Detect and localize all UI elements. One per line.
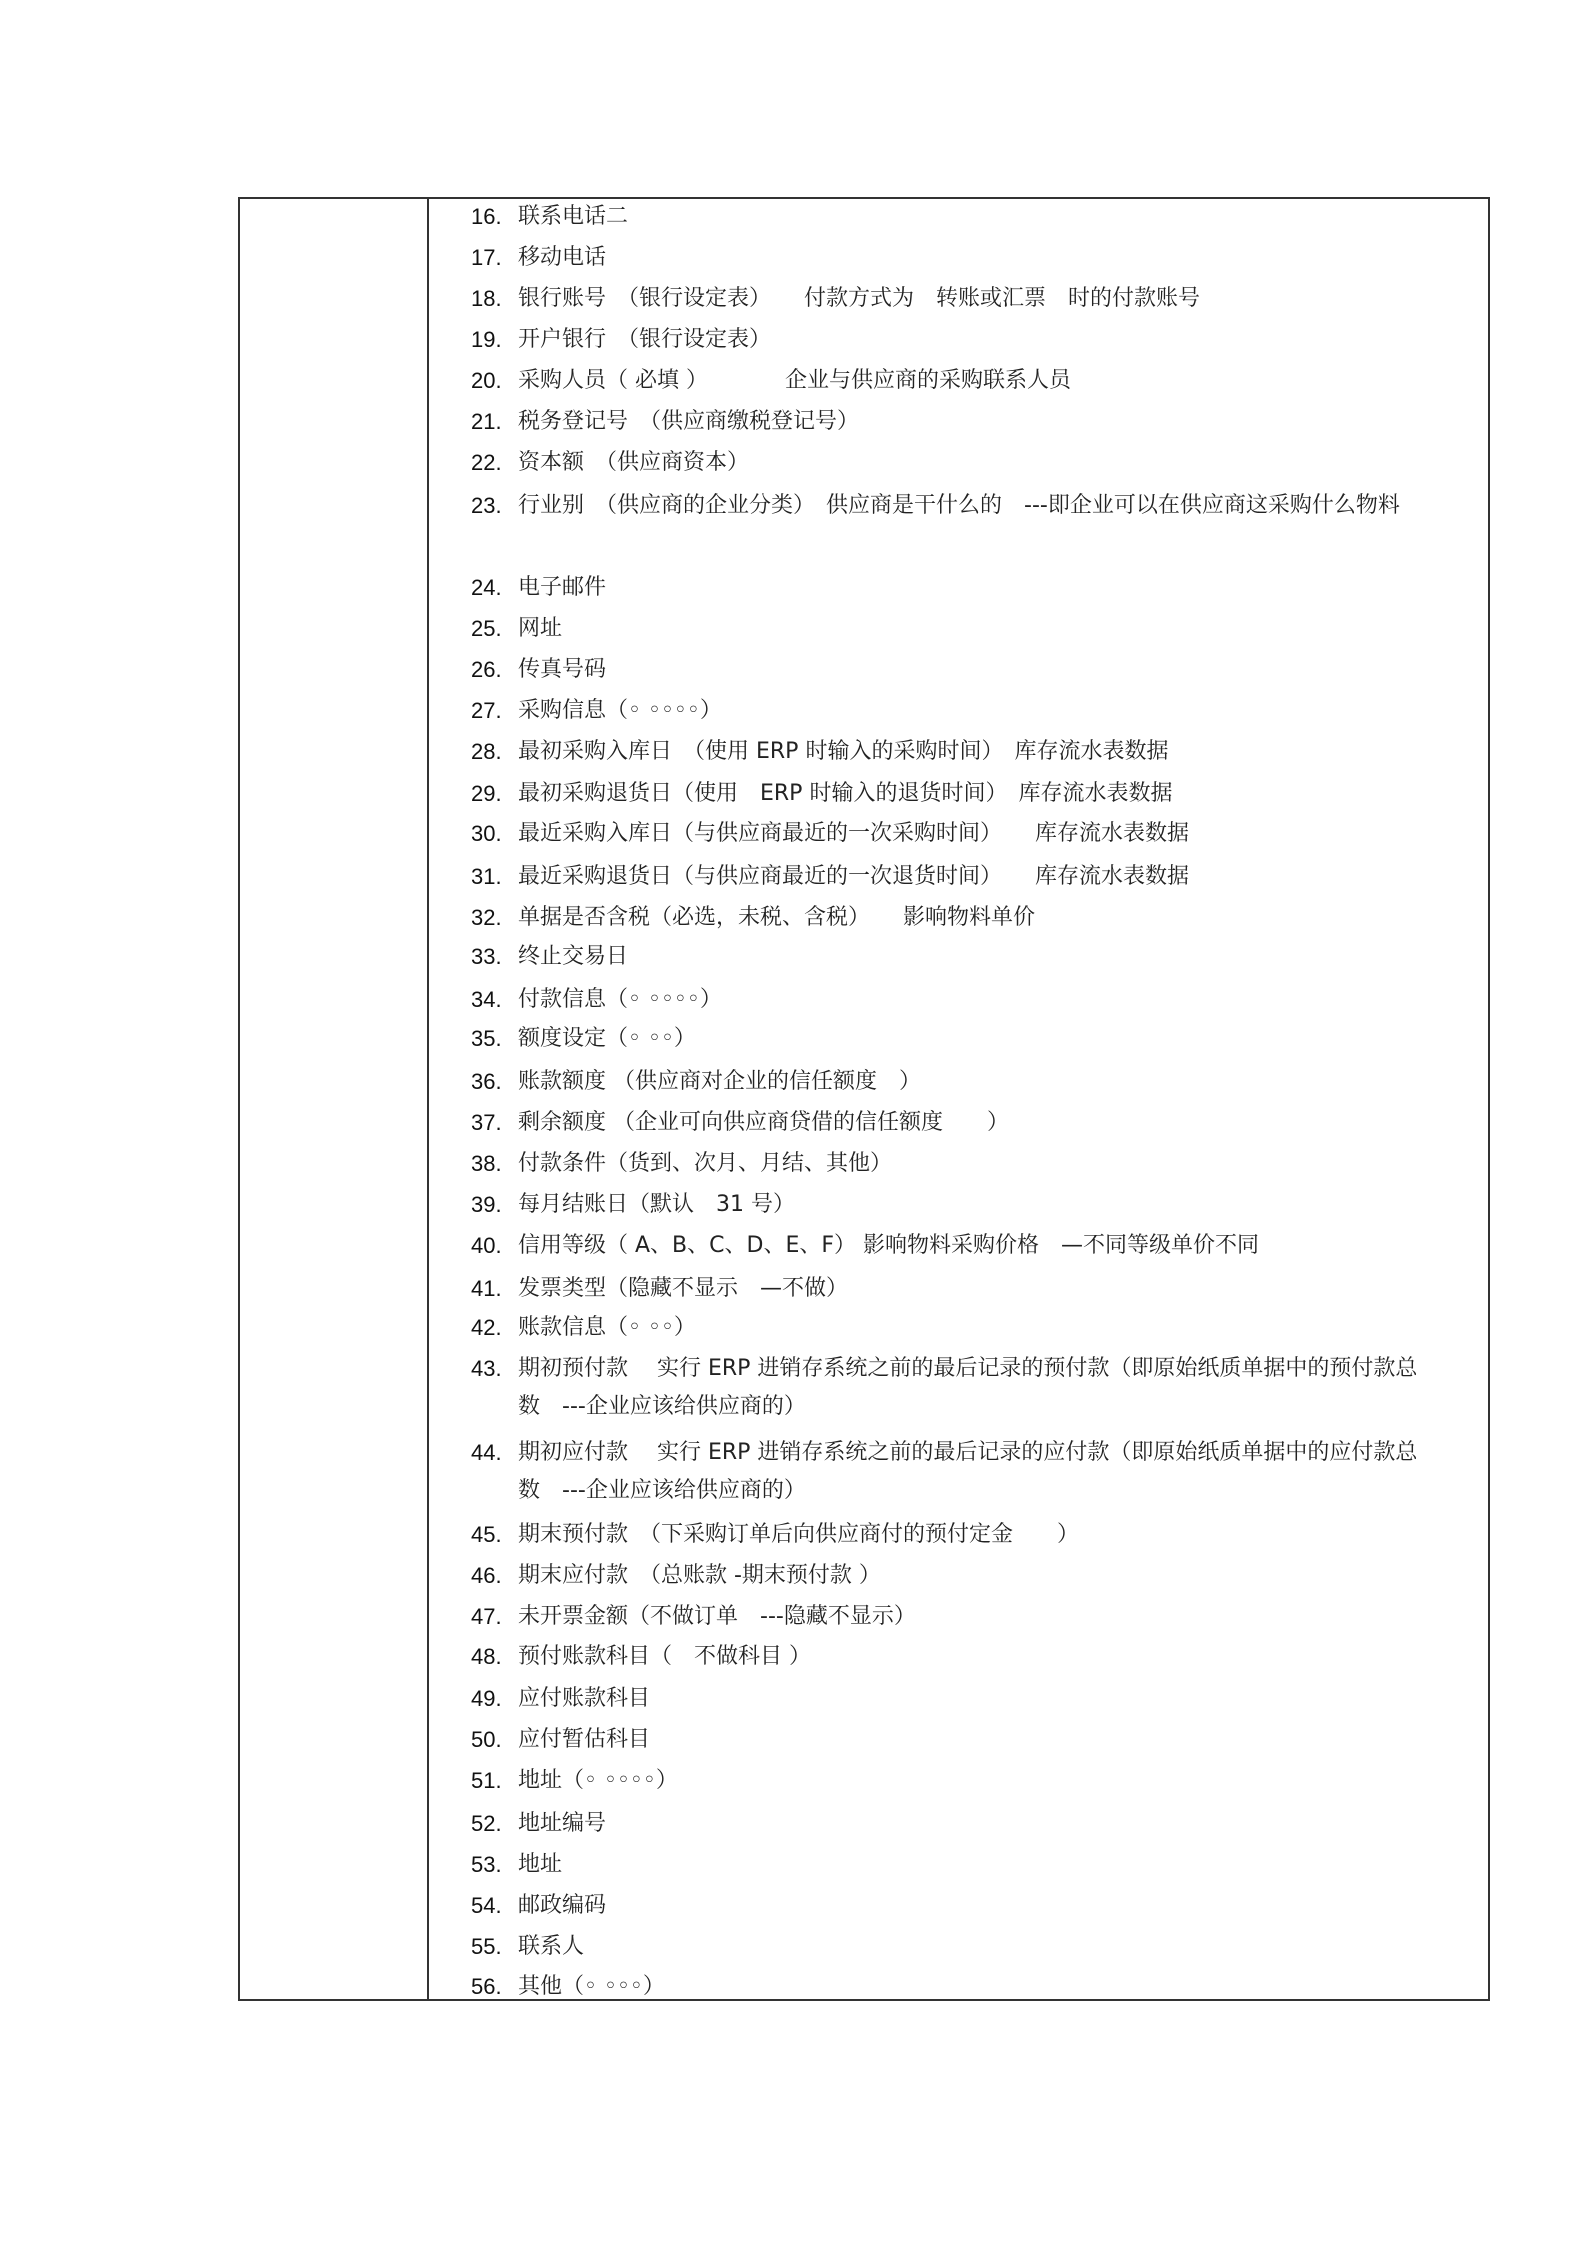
item-number: 33. [471,944,502,970]
item-number: 32. [471,904,502,930]
list-item [471,651,1451,689]
item-text: 信用等级（ A、B、C、D、E、F） 影响物料采购价格 —不同等级单价不同 [518,1233,1259,1259]
item-text: 账款额度 （供应商对企业的信任额度 ） [518,1068,921,1094]
item-number: 47. [471,1604,502,1630]
list-item [471,1598,1451,1636]
item-number: 42. [471,1315,502,1341]
item-number: 54. [471,1892,502,1918]
item-text: 网址 [518,615,563,641]
item-text: 银行账号 （银行设定表） 付款方式为 转账或汇票 时的付款账号 [518,285,1201,311]
item-text: 电子邮件 [518,574,607,600]
item-number: 48. [471,1643,502,1669]
item-number: 24. [471,574,502,600]
column-divider [427,197,429,2001]
list-item [471,1846,1451,1884]
list-item [471,321,1451,359]
list-item [471,1350,1451,1426]
list-item [471,403,1451,441]
item-text: 每月结账日（默认 31 号） [518,1192,795,1218]
item-number: 22. [471,450,502,476]
item-text: 剩余额度 （企业可向供应商贷借的信任额度 ） [518,1109,1009,1135]
item-number: 23. [471,492,502,518]
list-item [471,198,1451,236]
item-text: 传真号码 [518,656,607,682]
item-text: 采购人员（ 必填 ） 企业与供应商的采购联系人员 [518,367,1071,393]
list-item [471,775,1451,813]
list-item [471,858,1451,896]
item-text: 移动电话 [518,244,607,270]
list-item [471,1680,1451,1718]
item-number: 28. [471,738,502,764]
item-text: 采购信息（◦ ◦◦◦◦） [518,697,722,723]
item-text: 应付暂估科目 [518,1727,651,1753]
item-number: 25. [471,615,502,641]
list-item [471,815,1451,853]
item-number: 53. [471,1851,502,1877]
item-text: 税务登记号 （供应商缴税登记号） [518,408,860,434]
list-item [471,569,1451,607]
item-number: 34. [471,986,502,1012]
item-number: 26. [471,656,502,682]
list-item [471,1516,1451,1554]
item-number: 44. [471,1439,502,1465]
item-text: 最初采购退货日（使用 ERP 时输入的退货时间） 库存流水表数据 [518,781,1173,807]
item-text: 预付账款科目（ 不做科目 ） [518,1643,811,1669]
item-text: 期初预付款 实行 ERP 进销存系统之前的最后记录的预付款（即原始纸质单据中的预付款总数 ---企业应该给供应商的） [518,1356,1418,1420]
item-number: 35. [471,1026,502,1052]
item-text: 资本额 （供应商资本） [518,450,750,476]
item-text: 最近采购入库日（与供应商最近的一次采购时间） 库存流水表数据 [518,821,1190,847]
item-number: 21. [471,408,502,434]
item-number: 38. [471,1150,502,1176]
list-item [471,1762,1451,1800]
item-number: 55. [471,1934,502,1959]
list-item [471,1805,1451,1843]
item-number: 37. [471,1109,502,1135]
list-item [471,733,1451,771]
list-item [471,899,1451,937]
list-item [471,1928,1451,1966]
item-number: 19. [471,326,502,352]
item-text: 终止交易日 [518,944,629,970]
item-number: 49. [471,1686,502,1712]
item-number: 27. [471,697,502,723]
item-text: 开户银行 （银行设定表） [518,326,772,352]
list-item [471,1887,1451,1925]
list-item [471,610,1451,648]
list-item [471,280,1451,318]
list-item [471,1968,1451,2006]
item-number: 56. [471,1973,502,1999]
item-text: 地址（◦ ◦◦◦◦） [518,1768,678,1794]
list-item [471,692,1451,730]
item-text: 地址编号 [518,1810,607,1836]
item-number: 45. [471,1521,502,1547]
item-text: 其他（◦ ◦◦◦） [518,1973,665,1999]
item-text: 付款信息（◦ ◦◦◦◦） [518,986,722,1012]
item-number: 46. [471,1563,502,1588]
item-number: 43. [471,1356,502,1382]
item-text: 联系人 [518,1934,585,1959]
item-text: 邮政编码 [518,1892,607,1918]
list-item [471,1309,1451,1347]
item-number: 30. [471,821,502,847]
item-number: 31. [471,863,502,889]
item-text: 最初采购入库日 （使用 ERP 时输入的采购时间） 库存流水表数据 [518,738,1169,764]
list-item [471,1063,1451,1101]
list-item [471,1434,1451,1510]
item-number: 51. [471,1768,502,1794]
item-text: 额度设定（◦ ◦◦） [518,1026,696,1052]
item-number: 17. [471,244,502,270]
item-text: 期初应付款 实行 ERP 进销存系统之前的最后记录的应付款（即原始纸质单据中的应付款总数 ---企业应该给供应商的） [518,1439,1418,1503]
item-number: 20. [471,367,502,393]
list-item [471,1186,1451,1224]
list-item [471,1145,1451,1183]
item-text: 行业别 （供应商的企业分类） 供应商是干什么的 ---即企业可以在供应商这采购什么物料 [518,492,1400,518]
list-item [471,938,1451,976]
item-number: 41. [471,1275,502,1301]
item-number: 50. [471,1727,502,1753]
item-number: 40. [471,1233,502,1259]
item-number: 18. [471,285,502,311]
list-item [471,1227,1451,1265]
item-text: 未开票金额（不做订单 ---隐藏不显示） [518,1604,916,1630]
list-item [471,444,1451,482]
item-text: 发票类型（隐藏不显示 —不做） [518,1275,849,1301]
item-number: 29. [471,781,502,807]
item-text: 账款信息（◦ ◦◦） [518,1315,696,1341]
item-text: 期末预付款 （下采购订单后向供应商付的预付定金 ） [518,1521,1080,1547]
list-item [471,1721,1451,1759]
item-number: 39. [471,1192,502,1218]
item-text: 联系电话二 [518,203,629,229]
list-item [471,1104,1451,1142]
item-text: 期末应付款 （总账款 -期末预付款 ） [518,1563,881,1588]
item-text: 付款条件（货到、次月、月结、其他） [518,1150,893,1176]
list-item [471,1557,1451,1595]
item-number: 16. [471,203,502,229]
item-number: 52. [471,1810,502,1836]
item-text: 单据是否含税（必选，未税、含税） 影响物料单价 [518,904,1036,930]
list-item [471,1270,1451,1308]
item-text: 应付账款科目 [518,1686,651,1712]
list-item [471,487,1451,525]
list-item [471,362,1451,400]
list-item [471,1638,1451,1676]
list-item [471,981,1451,1019]
item-text: 最近采购退货日（与供应商最近的一次退货时间） 库存流水表数据 [518,863,1190,889]
item-text: 地址 [518,1851,563,1877]
item-number: 36. [471,1068,502,1094]
list-item [471,239,1451,277]
list-item [471,1020,1451,1058]
